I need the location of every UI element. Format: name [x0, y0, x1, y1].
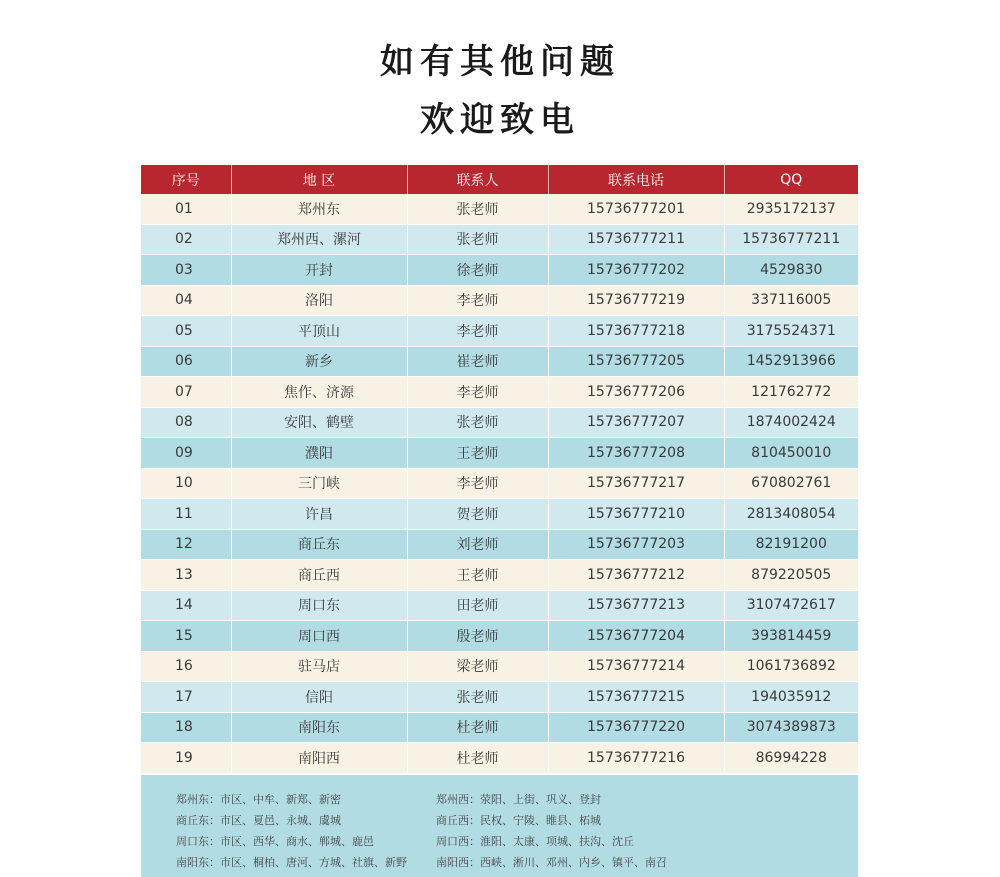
cell-phone: 15736777214	[548, 651, 724, 682]
cell-region: 濮阳	[231, 438, 407, 469]
cell-qq: 2935172137	[724, 194, 858, 224]
cell-qq: 121762772	[724, 377, 858, 408]
headline-line-1: 如有其他问题	[380, 42, 620, 82]
cell-region: 南阳东	[231, 712, 407, 743]
table-row	[141, 255, 858, 286]
table-row	[141, 651, 858, 682]
region-notes-right	[436, 789, 667, 873]
cell-index: 01	[141, 194, 231, 224]
cell-index: 09	[141, 438, 231, 469]
cell-region: 驻马店	[231, 651, 407, 682]
table-row	[141, 377, 858, 408]
cell-qq: 194035912	[724, 682, 858, 713]
region-note: 商丘西：民权、宁陵、睢县、柘城	[436, 813, 601, 827]
table-row	[141, 590, 858, 621]
cell-qq: 1452913966	[724, 346, 858, 377]
cell-index: 17	[141, 682, 231, 713]
cell-phone: 15736777202	[548, 255, 724, 286]
region-note: 南阳西：西峡、淅川、邓州、内乡、镇平、南召	[436, 855, 667, 869]
table-row	[141, 194, 858, 224]
cell-index: 02	[141, 224, 231, 255]
cell-phone: 15736777207	[548, 407, 724, 438]
cell-index: 15	[141, 621, 231, 652]
cell-region: 信阳	[231, 682, 407, 713]
cell-phone: 15736777216	[548, 743, 724, 774]
cell-qq: 15736777211	[724, 224, 858, 255]
cell-region: 商丘东	[231, 529, 407, 560]
cell-phone: 15736777212	[548, 560, 724, 591]
cell-index: 06	[141, 346, 231, 377]
cell-region: 开封	[231, 255, 407, 286]
cell-region: 安阳、鹤壁	[231, 407, 407, 438]
table-row	[141, 621, 858, 652]
cell-phone: 15736777210	[548, 499, 724, 530]
table-header-row	[141, 165, 858, 194]
cell-contact: 张老师	[407, 224, 548, 255]
cell-qq: 337116005	[724, 285, 858, 316]
column-header-region: 地 区	[231, 165, 407, 194]
table-row	[141, 285, 858, 316]
cell-contact: 杜老师	[407, 712, 548, 743]
table-row	[141, 224, 858, 255]
cell-qq: 3074389873	[724, 712, 858, 743]
cell-qq: 3175524371	[724, 316, 858, 347]
cell-qq: 3107472617	[724, 590, 858, 621]
table-row	[141, 682, 858, 713]
cell-phone: 15736777206	[548, 377, 724, 408]
cell-qq: 2813408054	[724, 499, 858, 530]
table-row	[141, 316, 858, 347]
cell-contact: 梁老师	[407, 651, 548, 682]
contact-table-container	[141, 165, 858, 877]
table-row	[141, 346, 858, 377]
cell-contact: 徐老师	[407, 255, 548, 286]
cell-contact: 李老师	[407, 468, 548, 499]
cell-contact: 殷老师	[407, 621, 548, 652]
region-notes-left	[176, 789, 407, 873]
cell-contact: 田老师	[407, 590, 548, 621]
region-note: 南阳东：市区、桐柏、唐河、方城、社旗、新野	[176, 855, 407, 869]
cell-phone: 15736777203	[548, 529, 724, 560]
cell-phone: 15736777205	[548, 346, 724, 377]
cell-qq: 86994228	[724, 743, 858, 774]
cell-region: 商丘西	[231, 560, 407, 591]
region-note: 郑州东：市区、中牟、新郑、新密	[176, 792, 341, 806]
cell-phone: 15736777218	[548, 316, 724, 347]
cell-phone: 15736777219	[548, 285, 724, 316]
table-body	[141, 194, 858, 773]
cell-index: 16	[141, 651, 231, 682]
cell-phone: 15736777215	[548, 682, 724, 713]
table-row	[141, 560, 858, 591]
cell-phone: 15736777201	[548, 194, 724, 224]
region-note: 商丘东：市区、夏邑、永城、虞城	[176, 813, 341, 827]
cell-phone: 15736777204	[548, 621, 724, 652]
cell-region: 郑州东	[231, 194, 407, 224]
cell-phone: 15736777213	[548, 590, 724, 621]
table-row	[141, 407, 858, 438]
table-row	[141, 438, 858, 469]
cell-contact: 张老师	[407, 194, 548, 224]
cell-qq: 1874002424	[724, 407, 858, 438]
region-note: 周口西：淮阳、太康、项城、扶沟、沈丘	[436, 834, 634, 848]
cell-index: 12	[141, 529, 231, 560]
cell-index: 05	[141, 316, 231, 347]
cell-index: 14	[141, 590, 231, 621]
cell-region: 周口东	[231, 590, 407, 621]
table-row	[141, 529, 858, 560]
cell-index: 11	[141, 499, 231, 530]
cell-region: 郑州西、漯河	[231, 224, 407, 255]
cell-contact: 张老师	[407, 407, 548, 438]
cell-index: 13	[141, 560, 231, 591]
cell-contact: 刘老师	[407, 529, 548, 560]
cell-index: 07	[141, 377, 231, 408]
cell-index: 04	[141, 285, 231, 316]
table-row	[141, 468, 858, 499]
cell-qq: 670802761	[724, 468, 858, 499]
cell-qq: 1061736892	[724, 651, 858, 682]
cell-region: 三门峡	[231, 468, 407, 499]
region-note: 郑州西：荥阳、上街、巩义、登封	[436, 792, 601, 806]
cell-contact: 杜老师	[407, 743, 548, 774]
region-note: 周口东：市区、西华、商水、郸城、鹿邑	[176, 834, 374, 848]
cell-region: 周口西	[231, 621, 407, 652]
cell-region: 平顶山	[231, 316, 407, 347]
cell-qq: 4529830	[724, 255, 858, 286]
cell-region: 许昌	[231, 499, 407, 530]
cell-qq: 82191200	[724, 529, 858, 560]
table-row	[141, 712, 858, 743]
cell-index: 08	[141, 407, 231, 438]
column-header-index: 序号	[141, 165, 231, 194]
cell-qq: 879220505	[724, 560, 858, 591]
cell-phone: 15736777211	[548, 224, 724, 255]
cell-contact: 李老师	[407, 316, 548, 347]
cell-contact: 李老师	[407, 285, 548, 316]
cell-region: 洛阳	[231, 285, 407, 316]
column-header-qq: QQ	[724, 165, 858, 194]
headline-line-2: 欢迎致电	[420, 100, 580, 140]
cell-qq: 393814459	[724, 621, 858, 652]
column-header-phone: 联系电话	[548, 165, 724, 194]
contact-table	[141, 165, 858, 774]
cell-contact: 张老师	[407, 682, 548, 713]
cell-phone: 15736777220	[548, 712, 724, 743]
table-row	[141, 743, 858, 774]
cell-contact: 王老师	[407, 438, 548, 469]
cell-region: 焦作、济源	[231, 377, 407, 408]
cell-region: 新乡	[231, 346, 407, 377]
cell-index: 03	[141, 255, 231, 286]
cell-index: 19	[141, 743, 231, 774]
cell-index: 10	[141, 468, 231, 499]
cell-contact: 王老师	[407, 560, 548, 591]
table-row	[141, 499, 858, 530]
cell-region: 南阳西	[231, 743, 407, 774]
cell-phone: 15736777217	[548, 468, 724, 499]
cell-qq: 810450010	[724, 438, 858, 469]
cell-contact: 崔老师	[407, 346, 548, 377]
cell-contact: 李老师	[407, 377, 548, 408]
region-notes	[141, 774, 858, 877]
cell-contact: 贺老师	[407, 499, 548, 530]
cell-index: 18	[141, 712, 231, 743]
column-header-contact: 联系人	[407, 165, 548, 194]
cell-phone: 15736777208	[548, 438, 724, 469]
